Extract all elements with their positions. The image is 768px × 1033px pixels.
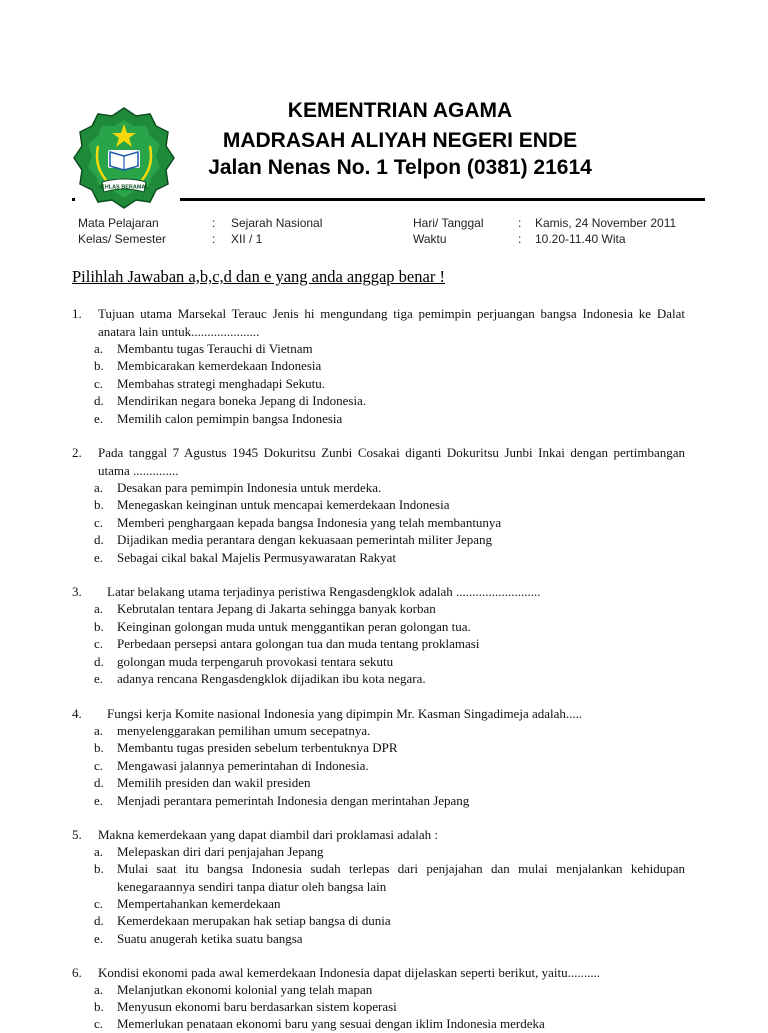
- option-letter: c.: [94, 758, 104, 773]
- header-rule-dot: [72, 198, 75, 201]
- option-text: Membicarakan kemerdekaan Indonesia: [117, 358, 322, 373]
- question-number: 3.: [72, 584, 82, 599]
- day-label: Hari/ Tanggal: [413, 216, 484, 230]
- option-letter: a.: [94, 341, 104, 356]
- option-letter: a.: [94, 480, 104, 495]
- option-letter: e.: [94, 411, 104, 426]
- option-letter: c.: [94, 636, 104, 651]
- option-text: adanya rencana Rengasdengklok dijadikan ibu kota negara.: [117, 671, 426, 686]
- class-value: XII / 1: [231, 232, 263, 246]
- subject-label: Mata Pelajaran: [78, 216, 159, 230]
- time-colon: :: [518, 232, 522, 246]
- option-text: Perbedaan persepsi antara golongan tua dan muda tentang proklamasi: [117, 636, 480, 651]
- option-letter: e.: [94, 931, 104, 946]
- subject-value: Sejarah Nasional: [231, 216, 323, 230]
- question-number: 4.: [72, 706, 82, 721]
- kementerian-agama-logo: [72, 106, 176, 210]
- option-letter: e.: [94, 550, 104, 565]
- question-text: Makna kemerdekaan yang dapat diambil dari proklamasi adalah :: [98, 827, 439, 842]
- option-text: Mempertahankan kemerdekaan: [117, 896, 281, 911]
- option-text: Kemerdekaan merupakan hak setiap bangsa di dunia: [117, 913, 391, 928]
- option-letter: b.: [94, 358, 104, 373]
- question-text: Pada tanggal 7 Agustus 1945 Dokuritsu Zunbi Cosakai diganti Dokuritsu Junbi Inkai dengan pertimbangan utama ..............: [98, 445, 685, 478]
- header-ministry: KEMENTRIAN AGAMA: [287, 99, 513, 122]
- option-text: Mendirikan negara boneka Jepang di Indonesia.: [117, 393, 367, 408]
- logo-motto-text: IKHLAS BERAMAL: [99, 184, 149, 191]
- option-text: Melanjutkan ekonomi kolonial yang telah mapan: [117, 982, 373, 997]
- instruction-heading: Pilihlah Jawaban a,b,c,d dan e yang anda anggap benar !: [72, 267, 445, 286]
- subject-colon: :: [212, 216, 216, 230]
- option-letter: e.: [94, 671, 104, 686]
- option-text: menyelenggarakan pemilihan umum secepatnya.: [117, 723, 371, 738]
- option-text: Mulai saat itu bangsa Indonesia sudah terlepas dari penjajahan dan mulai menjalankan kehidupan kenegaraannya sendiri tanpa diatur oleh bangsa lain: [117, 861, 685, 894]
- option-letter: b.: [94, 861, 104, 876]
- option-letter: b.: [94, 619, 104, 634]
- question-text: Latar belakang utama terjadinya peristiwa Rengasdengklok adalah ..........................: [107, 584, 541, 599]
- option-letter: d.: [94, 393, 104, 408]
- option-text: Memberi penghargaan kepada bangsa Indonesia yang telah membantunya: [117, 515, 502, 530]
- time-value: 10.20-11.40 Wita: [535, 232, 626, 246]
- option-text: Memilih calon pemimpin bangsa Indonesia: [117, 411, 343, 426]
- header-school-name: MADRASAH ALIYAH NEGERI ENDE: [222, 129, 578, 152]
- option-letter: a.: [94, 723, 104, 738]
- option-text: Keinginan golongan muda untuk menggantikan peran golongan tua.: [117, 619, 471, 634]
- option-letter: b.: [94, 999, 104, 1014]
- header-address: Jalan Nenas No. 1 Telpon (0381) 21614: [208, 156, 592, 179]
- option-letter: a.: [94, 844, 104, 859]
- day-value: Kamis, 24 November 2011: [535, 216, 677, 230]
- question-number: 5.: [72, 827, 82, 842]
- option-text: Memilih presiden dan wakil presiden: [117, 775, 311, 790]
- question-text: Kondisi ekonomi pada awal kemerdekaan Indonesia dapat dijelaskan seperti berikut, yaitu..........: [98, 965, 601, 980]
- option-letter: c.: [94, 515, 104, 530]
- question-text: Tujuan utama Marsekal Terauc Jenis hi mengundang tiga pemimpin perjuangan bangsa Indonesia ke Dalat anatara lain untuk.....................: [98, 306, 685, 339]
- option-letter: d.: [94, 532, 104, 547]
- option-letter: c.: [94, 896, 104, 911]
- option-letter: d.: [94, 775, 104, 790]
- question-number: 6.: [72, 965, 82, 980]
- option-text: Melepaskan diri dari penjajahan Jepang: [117, 844, 324, 859]
- header-rule: [180, 198, 705, 201]
- option-text: Suatu anugerah ketika suatu bangsa: [117, 931, 303, 946]
- option-text: golongan muda terpengaruh provokasi tentara sekutu: [117, 654, 394, 669]
- option-text: Membantu tugas presiden sebelum terbentuknya DPR: [117, 740, 398, 755]
- option-text: Dijadikan media perantara dengan kekuasaan pemerintah militer Jepang: [117, 532, 493, 547]
- option-text: Memerlukan penataan ekonomi baru yang sesuai dengan iklim Indonesia merdeka: [117, 1016, 545, 1031]
- option-letter: a.: [94, 601, 104, 616]
- question-number: 1.: [72, 306, 82, 321]
- option-letter: d.: [94, 654, 104, 669]
- time-label: Waktu: [413, 232, 447, 246]
- class-colon: :: [212, 232, 216, 246]
- question-number: 2.: [72, 445, 82, 460]
- option-letter: d.: [94, 913, 104, 928]
- option-text: Menegaskan keinginan untuk mencapai kemerdekaan Indonesia: [117, 497, 450, 512]
- option-text: Sebagai cikal bakal Majelis Permusyawaratan Rakyat: [117, 550, 397, 565]
- option-letter: b.: [94, 497, 104, 512]
- option-text: Menyusun ekonomi baru berdasarkan sistem koperasi: [117, 999, 397, 1014]
- option-text: Mengawasi jalannya pemerintahan di Indonesia.: [117, 758, 369, 773]
- option-text: Membantu tugas Terauchi di Vietnam: [117, 341, 313, 356]
- option-text: Desakan para pemimpin Indonesia untuk merdeka.: [117, 480, 382, 495]
- day-colon: :: [518, 216, 522, 230]
- option-letter: c.: [94, 376, 104, 391]
- option-text: Menjadi perantara pemerintah Indonesia dengan merintahan Jepang: [117, 793, 470, 808]
- class-label: Kelas/ Semester: [78, 232, 167, 246]
- option-text: Kebrutalan tentara Jepang di Jakarta sehingga banyak korban: [117, 601, 436, 616]
- option-text: Membahas strategi menghadapi Sekutu.: [117, 376, 325, 391]
- question-text: Fungsi kerja Komite nasional Indonesia yang dipimpin Mr. Kasman Singadimeja adalah.....: [107, 706, 583, 721]
- option-letter: e.: [94, 793, 104, 808]
- option-letter: a.: [94, 982, 104, 997]
- option-letter: c.: [94, 1016, 104, 1031]
- option-letter: b.: [94, 740, 104, 755]
